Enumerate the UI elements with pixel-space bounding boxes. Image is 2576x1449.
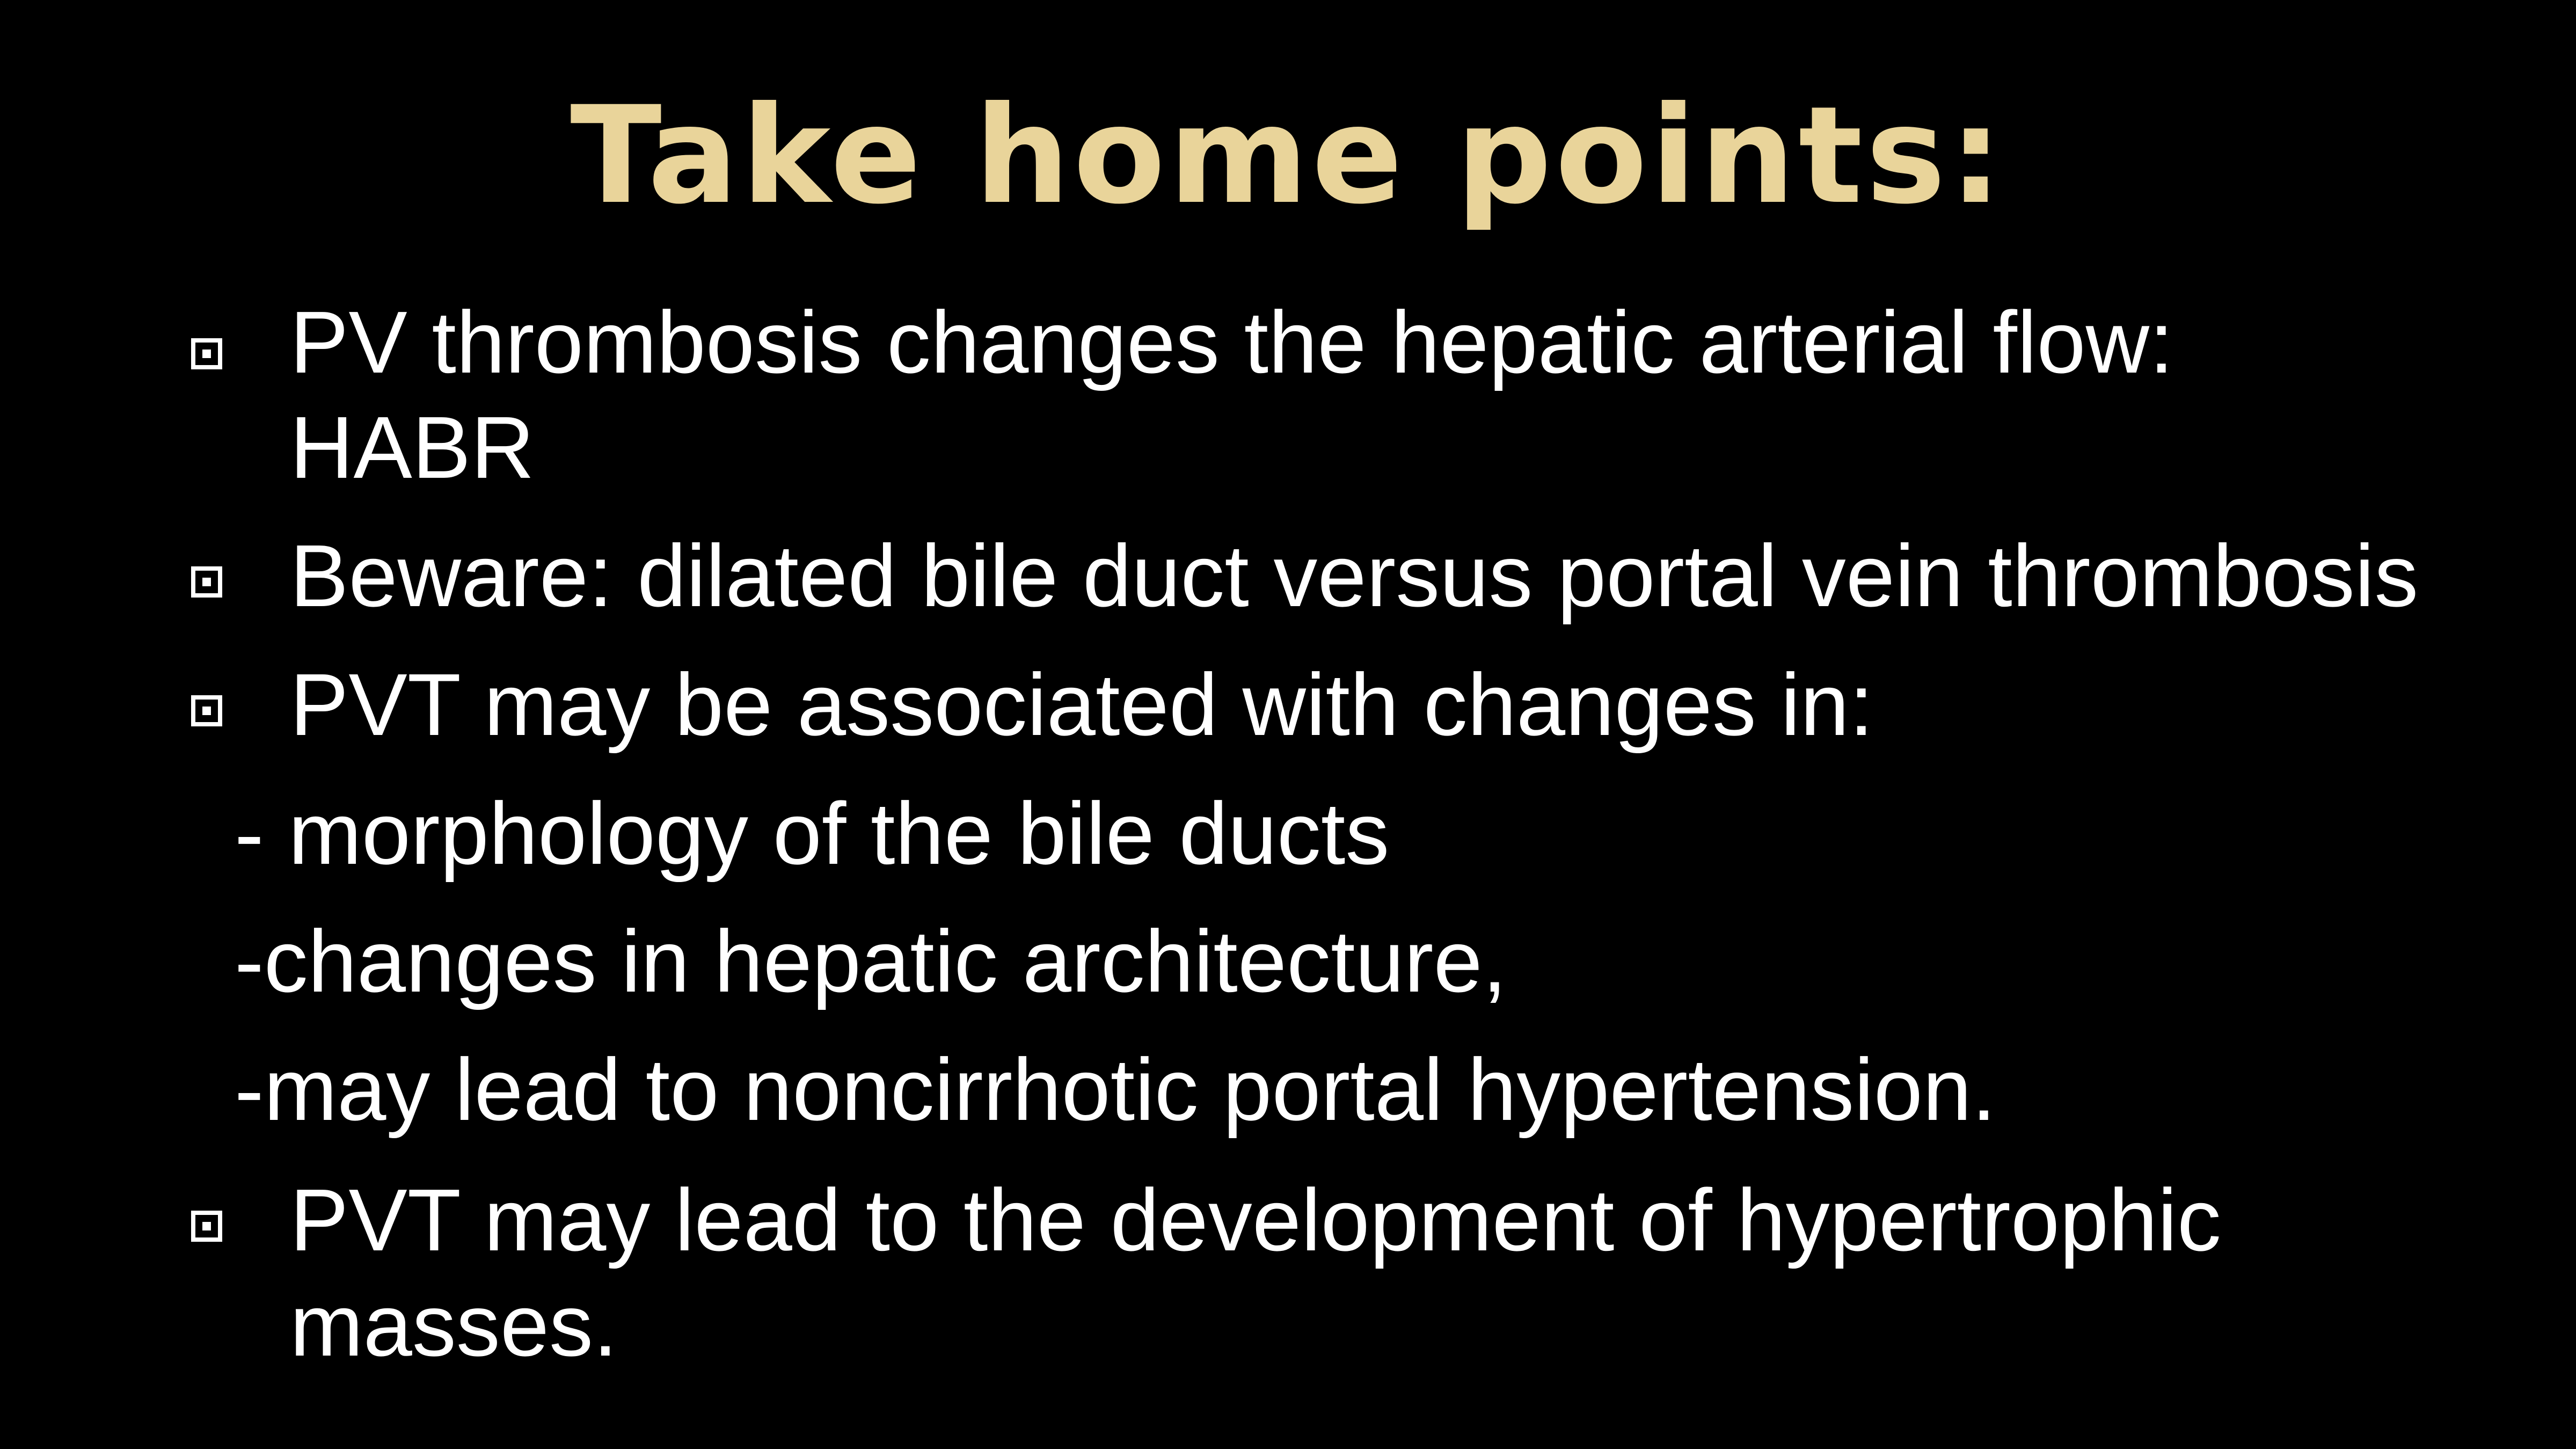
point-2-line-1: Beware: dilated bile duct versus portal vein thrombosis <box>290 527 2419 625</box>
square-bullet-icon <box>191 695 222 726</box>
square-bullet-icon <box>191 338 222 369</box>
point-4-line-2: masses. <box>290 1276 618 1374</box>
point-3-line-1: PVT may be associated with changes in: <box>290 656 1874 754</box>
slide-title: Take home points: <box>570 77 2006 234</box>
point-4-line-1: PVT may lead to the development of hypertrophic <box>290 1171 2221 1269</box>
point-1-line-1: PV thrombosis changes the hepatic arterial flow: <box>290 293 2174 391</box>
point-1-line-2: HABR <box>290 398 535 497</box>
sub-item-bile-ducts: - morphology of the bile ducts <box>235 784 1390 883</box>
sub-item-hepatic-architecture: -changes in hepatic architecture, <box>235 912 1507 1010</box>
sub-item-portal-hypertension: -may lead to noncirrhotic portal hypertension. <box>235 1040 1996 1139</box>
square-bullet-icon <box>191 566 222 598</box>
square-bullet-icon <box>191 1211 222 1242</box>
